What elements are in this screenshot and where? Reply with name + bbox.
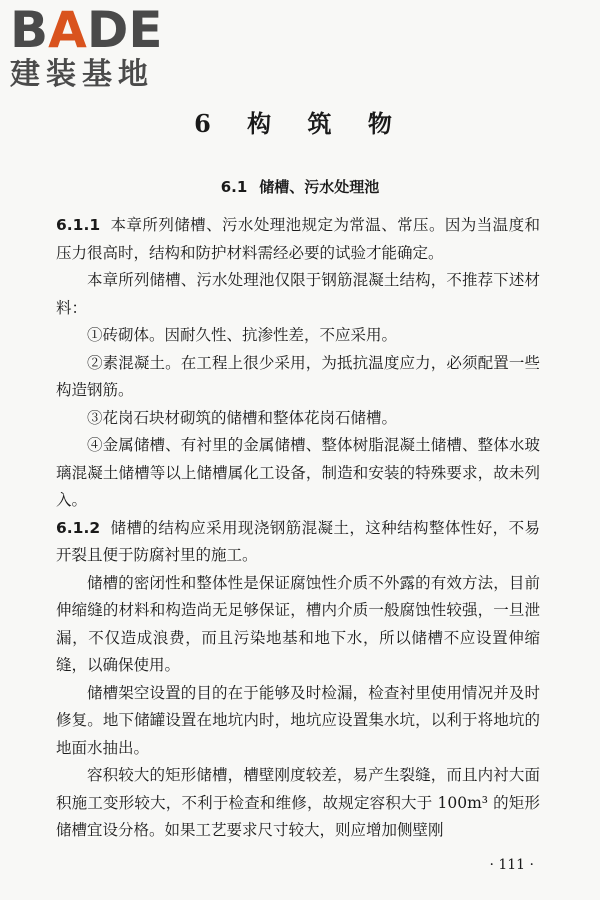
paragraph-text: 储槽的结构应采用现浇钢筋混凝土，这种结构整体性好，不易开裂且便于防腐衬里的施工。 <box>56 518 540 564</box>
body-text <box>56 212 540 845</box>
paragraph: 储槽的密闭性和整体性是保证腐蚀性介质不外露的有效方法，目前伸缩缝的材料和构造尚无足够保证，槽内介质一般腐蚀性较强，一旦泄漏，不仅造成浪费，而且污染地基和地下水，所以储槽不应设置伸缩缝，以确保使用。 <box>56 573 540 674</box>
paragraph: ①砖砌体。因耐久性、抗渗性差，不应采用。 <box>87 326 398 344</box>
paragraph <box>56 515 540 570</box>
paragraph: ②素混凝土。在工程上很少采用，为抵抗温度应力，必须配置一些构造钢筋。 <box>56 353 540 399</box>
logo <box>10 1 180 92</box>
paragraph: 本章所列储槽、污水处理池仅限于钢筋混凝土结构，不推荐下述材料： <box>56 271 540 317</box>
logo-brand-post: DE <box>86 1 163 59</box>
clause-number: 6.1.1 <box>56 216 101 234</box>
paragraph: ③花岗石块材砌筑的储槽和整体花岗石储槽。 <box>87 408 398 427</box>
page-number: · 111 · <box>489 857 534 873</box>
paragraph-text: 本章所列储槽、污水处理池规定为常温、常压。因为当温度和压力很高时，结构和防护材料需经必要的试验才能确定。 <box>56 216 540 262</box>
paragraph <box>56 212 540 267</box>
paragraph: 储槽架空设置的目的在于能够及时检漏，检查衬里使用情况并及时修复。地下储罐设置在地坑内时，地坑应设置集水坑，以利于将地坑的地面水抽出。 <box>56 683 540 757</box>
logo-brand <box>10 1 180 59</box>
section-title <box>0 176 600 198</box>
paragraph: 容积较大的矩形储槽，槽壁刚度较差，易产生裂缝，而且内衬大面积施工变形较大，不利于检查和维修，故规定容积大于 100m³ 的矩形储槽宜设分格。如果工艺要求尺寸较大，则应增加侧壁刚 <box>56 766 540 839</box>
section-title-text: 储槽、污水处理池 <box>259 178 380 196</box>
logo-brand-accent: A <box>48 1 87 59</box>
chapter-title: 6 构 筑 物 <box>194 109 406 138</box>
clause-number: 6.1.2 <box>56 518 101 537</box>
logo-brand-pre: B <box>10 1 49 59</box>
section-number: 6.1 <box>220 178 248 196</box>
paragraph: ④金属储槽、有衬里的金属储槽、整体树脂混凝土储槽、整体水玻璃混凝土储槽等以上储槽属化工设备，制造和安装的特殊要求，故未列入。 <box>56 436 540 509</box>
logo-subtitle: 建装基地 <box>10 57 154 92</box>
